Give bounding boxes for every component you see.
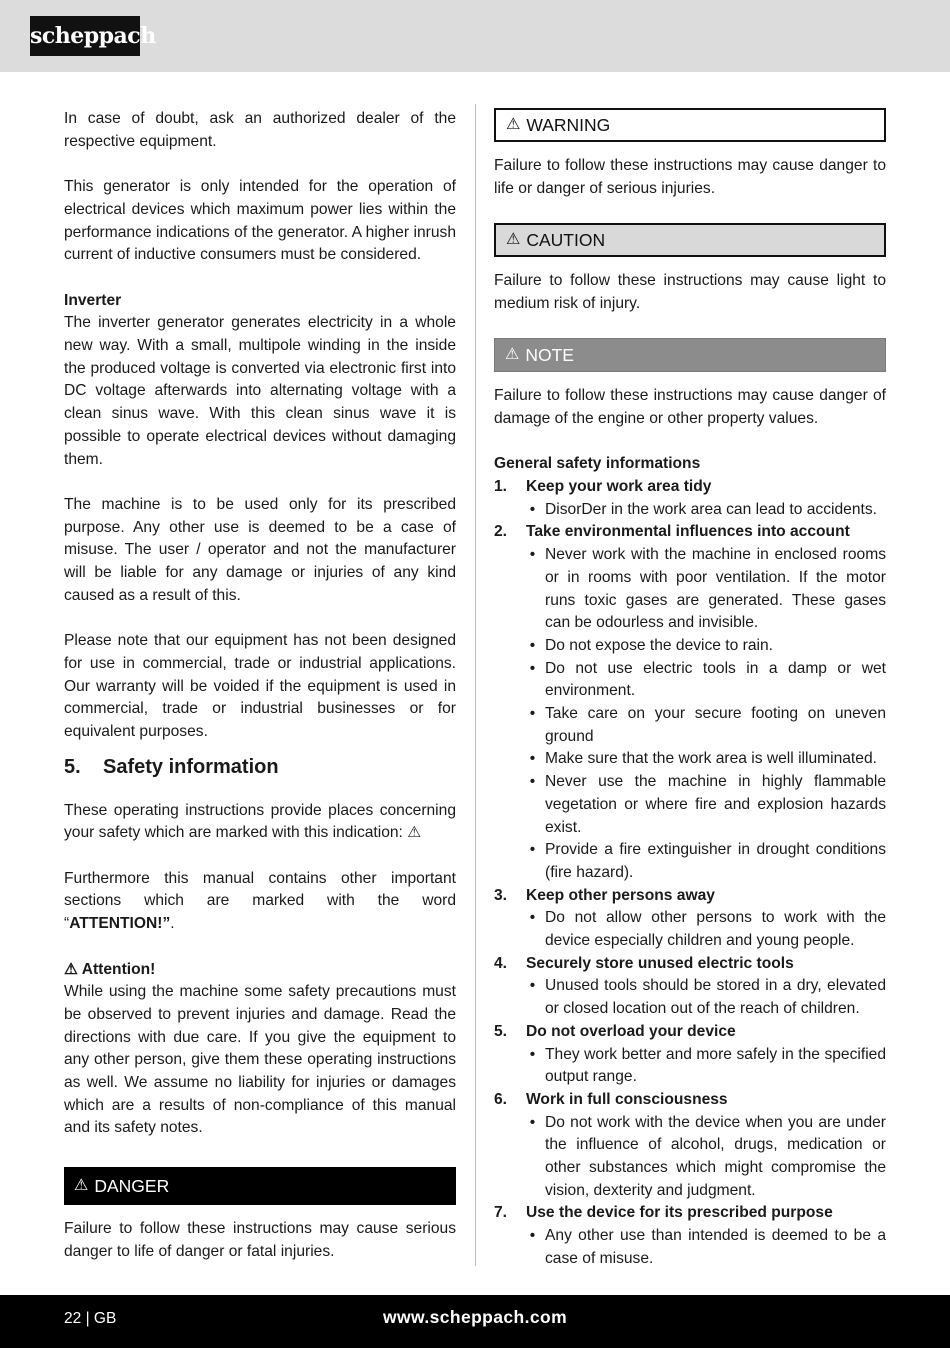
bullet-icon: • (529, 500, 536, 518)
warning-paragraph: Failure to follow these instructions may cause danger to life or danger of serious injuries. (494, 157, 886, 197)
bullet-text: Take care on your secure footing on uneven ground (545, 705, 886, 745)
attention-word-bold: ATTENTION!” (69, 915, 171, 933)
inverter-paragraph: The inverter generator generates electricity in a whole new way. With a small, multipole winding in the inside the produced voltage is converted via electronic first into DC voltage afterwards into alternating voltage with a clean sinus wave. With this clean sinus wave it is possible to operate electrical devices without damaging them. (64, 314, 456, 468)
bullet-icon: • (529, 1227, 536, 1245)
list-item-number: 5. (494, 1022, 508, 1040)
bullet-icon: • (529, 750, 536, 768)
warning-triangle-icon: ⚠ (506, 231, 521, 249)
safety-list-item (494, 885, 886, 908)
list-item-title: Work in full consciousness (526, 1090, 728, 1108)
safety-list-item (494, 1202, 886, 1225)
safety-list-item (494, 953, 886, 976)
note-paragraph: Failure to follow these instructions may cause danger of damage of the engine or other property values. (494, 387, 886, 427)
warning-triangle-icon: ⚠ (74, 1176, 89, 1194)
list-item-number: 6. (494, 1090, 508, 1108)
list-item-title: Securely store unused electric tools (526, 954, 794, 972)
bullet-icon: • (529, 773, 536, 791)
bullet-text: Never use the machine in highly flammable vegetation or where fire and explosion hazards exist. (545, 773, 886, 836)
left-column (64, 108, 456, 1263)
bullet-icon: • (529, 909, 536, 927)
list-bullet (494, 1044, 886, 1089)
bullet-text: Never work with the machine in enclosed rooms or in rooms with poor ventilation. If the motor runs toxic gases are generated. These gases can be odourless and invisible. (545, 546, 886, 632)
paragraph-safety-indication: These operating instructions provide places concerning your safety which are marked with this indication: ⚠ (64, 801, 456, 842)
list-bullet (494, 748, 886, 771)
bullet-text: They work better and more safely in the specified output range. (545, 1045, 886, 1086)
note-label: NOTE (525, 345, 574, 366)
paragraph-intended-use: This generator is only intended for the operation of electrical devices which maximum power lies within the performance indications of the generator. A higher inrush current of inductive consumers must be considered. (64, 178, 456, 264)
list-bullet (494, 658, 886, 703)
list-bullet (494, 839, 886, 884)
warning-label: WARNING (526, 115, 611, 135)
list-bullet (494, 1225, 886, 1270)
bullet-icon: • (529, 841, 536, 859)
paragraph-prescribed-purpose: The machine is to be used only for its prescribed purpose. Any other use is deemed to be a case of misuse. The user / operator and not the manufacturer will be liable for any damage or injuries of any kind caused as a result of this. (64, 495, 456, 604)
section-number: 5. (64, 755, 81, 778)
list-item-title: Keep your work area tidy (526, 477, 712, 495)
list-item-number: 3. (494, 886, 508, 904)
list-item-title: Do not overload your device (526, 1022, 736, 1040)
bullet-text: Do not allow other persons to work with the device especially children and young people. (545, 909, 886, 950)
danger-paragraph: Failure to follow these instructions may cause serious danger to life of danger or fatal injuries. (64, 1219, 456, 1260)
bullet-icon: • (529, 546, 536, 564)
list-bullet (494, 635, 886, 658)
safety-list-item (494, 1089, 886, 1112)
scheppach-logo: scheppach (30, 16, 140, 56)
bullet-text: Make sure that the work area is well illuminated. (545, 750, 877, 768)
danger-label: DANGER (94, 1175, 170, 1196)
safety-list-item (494, 521, 886, 544)
bullet-icon: • (529, 659, 536, 677)
safety-list (494, 476, 886, 1271)
safety-list-item (494, 1021, 886, 1044)
page-header (0, 0, 950, 72)
list-bullet (494, 499, 886, 522)
bullet-text: Any other use than intended is deemed to be a case of misuse. (545, 1227, 886, 1267)
list-item-number: 2. (494, 523, 508, 541)
danger-box (64, 1167, 456, 1205)
warning-box (494, 108, 886, 142)
list-bullet (494, 1112, 886, 1203)
list-item-title: Take environmental influences into account (526, 523, 850, 541)
page-footer (0, 1295, 950, 1348)
caution-box (494, 223, 886, 257)
attention-word-text: Furthermore this manual contains other important sections which are marked with the word “ (64, 869, 456, 933)
attention-word-end: . (170, 915, 175, 933)
bullet-text: Provide a fire extinguisher in drought conditions (fire hazard). (545, 841, 886, 881)
paragraph-attention-word (64, 868, 456, 936)
list-item-number: 4. (494, 954, 508, 972)
bullet-text: Do not expose the device to rain. (545, 636, 773, 654)
note-box (494, 338, 886, 372)
page-language: GB (93, 1310, 117, 1327)
section-title: Safety information (103, 755, 279, 778)
attention-heading: ⚠ Attention! (64, 960, 156, 978)
bullet-text: Unused tools should be stored in a dry, elevated or closed location out of the reach of children. (545, 977, 886, 1018)
list-bullet (494, 975, 886, 1020)
list-item-number: 1. (494, 477, 508, 495)
caution-paragraph: Failure to follow these instructions may cause light to medium risk of injury. (494, 272, 886, 312)
bullet-text: Do not work with the device when you are under the influence of alcohol, drugs, medication or other substances which might compromise the vision, dexterity and judgment. (545, 1113, 886, 1199)
bullet-text: DisorDer in the work area can lead to accidents. (545, 500, 877, 518)
warning-triangle-icon: ⚠ (506, 116, 521, 133)
page-separator: | (85, 1310, 90, 1327)
list-bullet (494, 907, 886, 952)
general-safety-heading: General safety informations (494, 455, 701, 473)
list-bullet (494, 703, 886, 748)
website-url: www.scheppach.com (382, 1307, 568, 1327)
bullet-icon: • (529, 705, 536, 723)
paragraph-commercial-use: Please note that our equipment has not been designed for use in commercial, trade or industrial applications. Our warranty will be voided if the equipment is used in commercial, trade or industrial businesses or for equivalent purposes. (64, 632, 456, 740)
safety-list-item (494, 476, 886, 499)
caution-label: CAUTION (526, 230, 606, 251)
bullet-icon: • (529, 977, 536, 995)
page-number-value: 22 (64, 1310, 82, 1327)
right-column (494, 108, 886, 1271)
column-divider (475, 104, 476, 1266)
list-bullet (494, 771, 886, 839)
bullet-text: Do not use electric tools in a damp or wet environment. (545, 659, 886, 700)
inverter-heading: Inverter (64, 291, 122, 309)
list-bullet (494, 544, 886, 635)
warning-triangle-icon: ⚠ (505, 346, 520, 364)
attention-paragraph: While using the machine some safety precautions must be observed to prevent injuries and damage. Read the directions with due care. If you give the equipment to any other person, give them these operating instructions as well. We assume no liability for injuries or damages which are a results of non-compliance of this manual and its safety notes. (64, 983, 456, 1137)
bullet-icon: • (529, 636, 536, 654)
list-item-title: Use the device for its prescribed purpose (526, 1204, 833, 1222)
list-item-title: Keep other persons away (526, 886, 715, 904)
bullet-icon: • (529, 1045, 536, 1063)
paragraph-dealer: In case of doubt, ask an authorized dealer of the respective equipment. (64, 110, 456, 150)
section-heading (64, 754, 456, 780)
list-item-number: 7. (494, 1204, 508, 1222)
bullet-icon: • (529, 1113, 536, 1131)
